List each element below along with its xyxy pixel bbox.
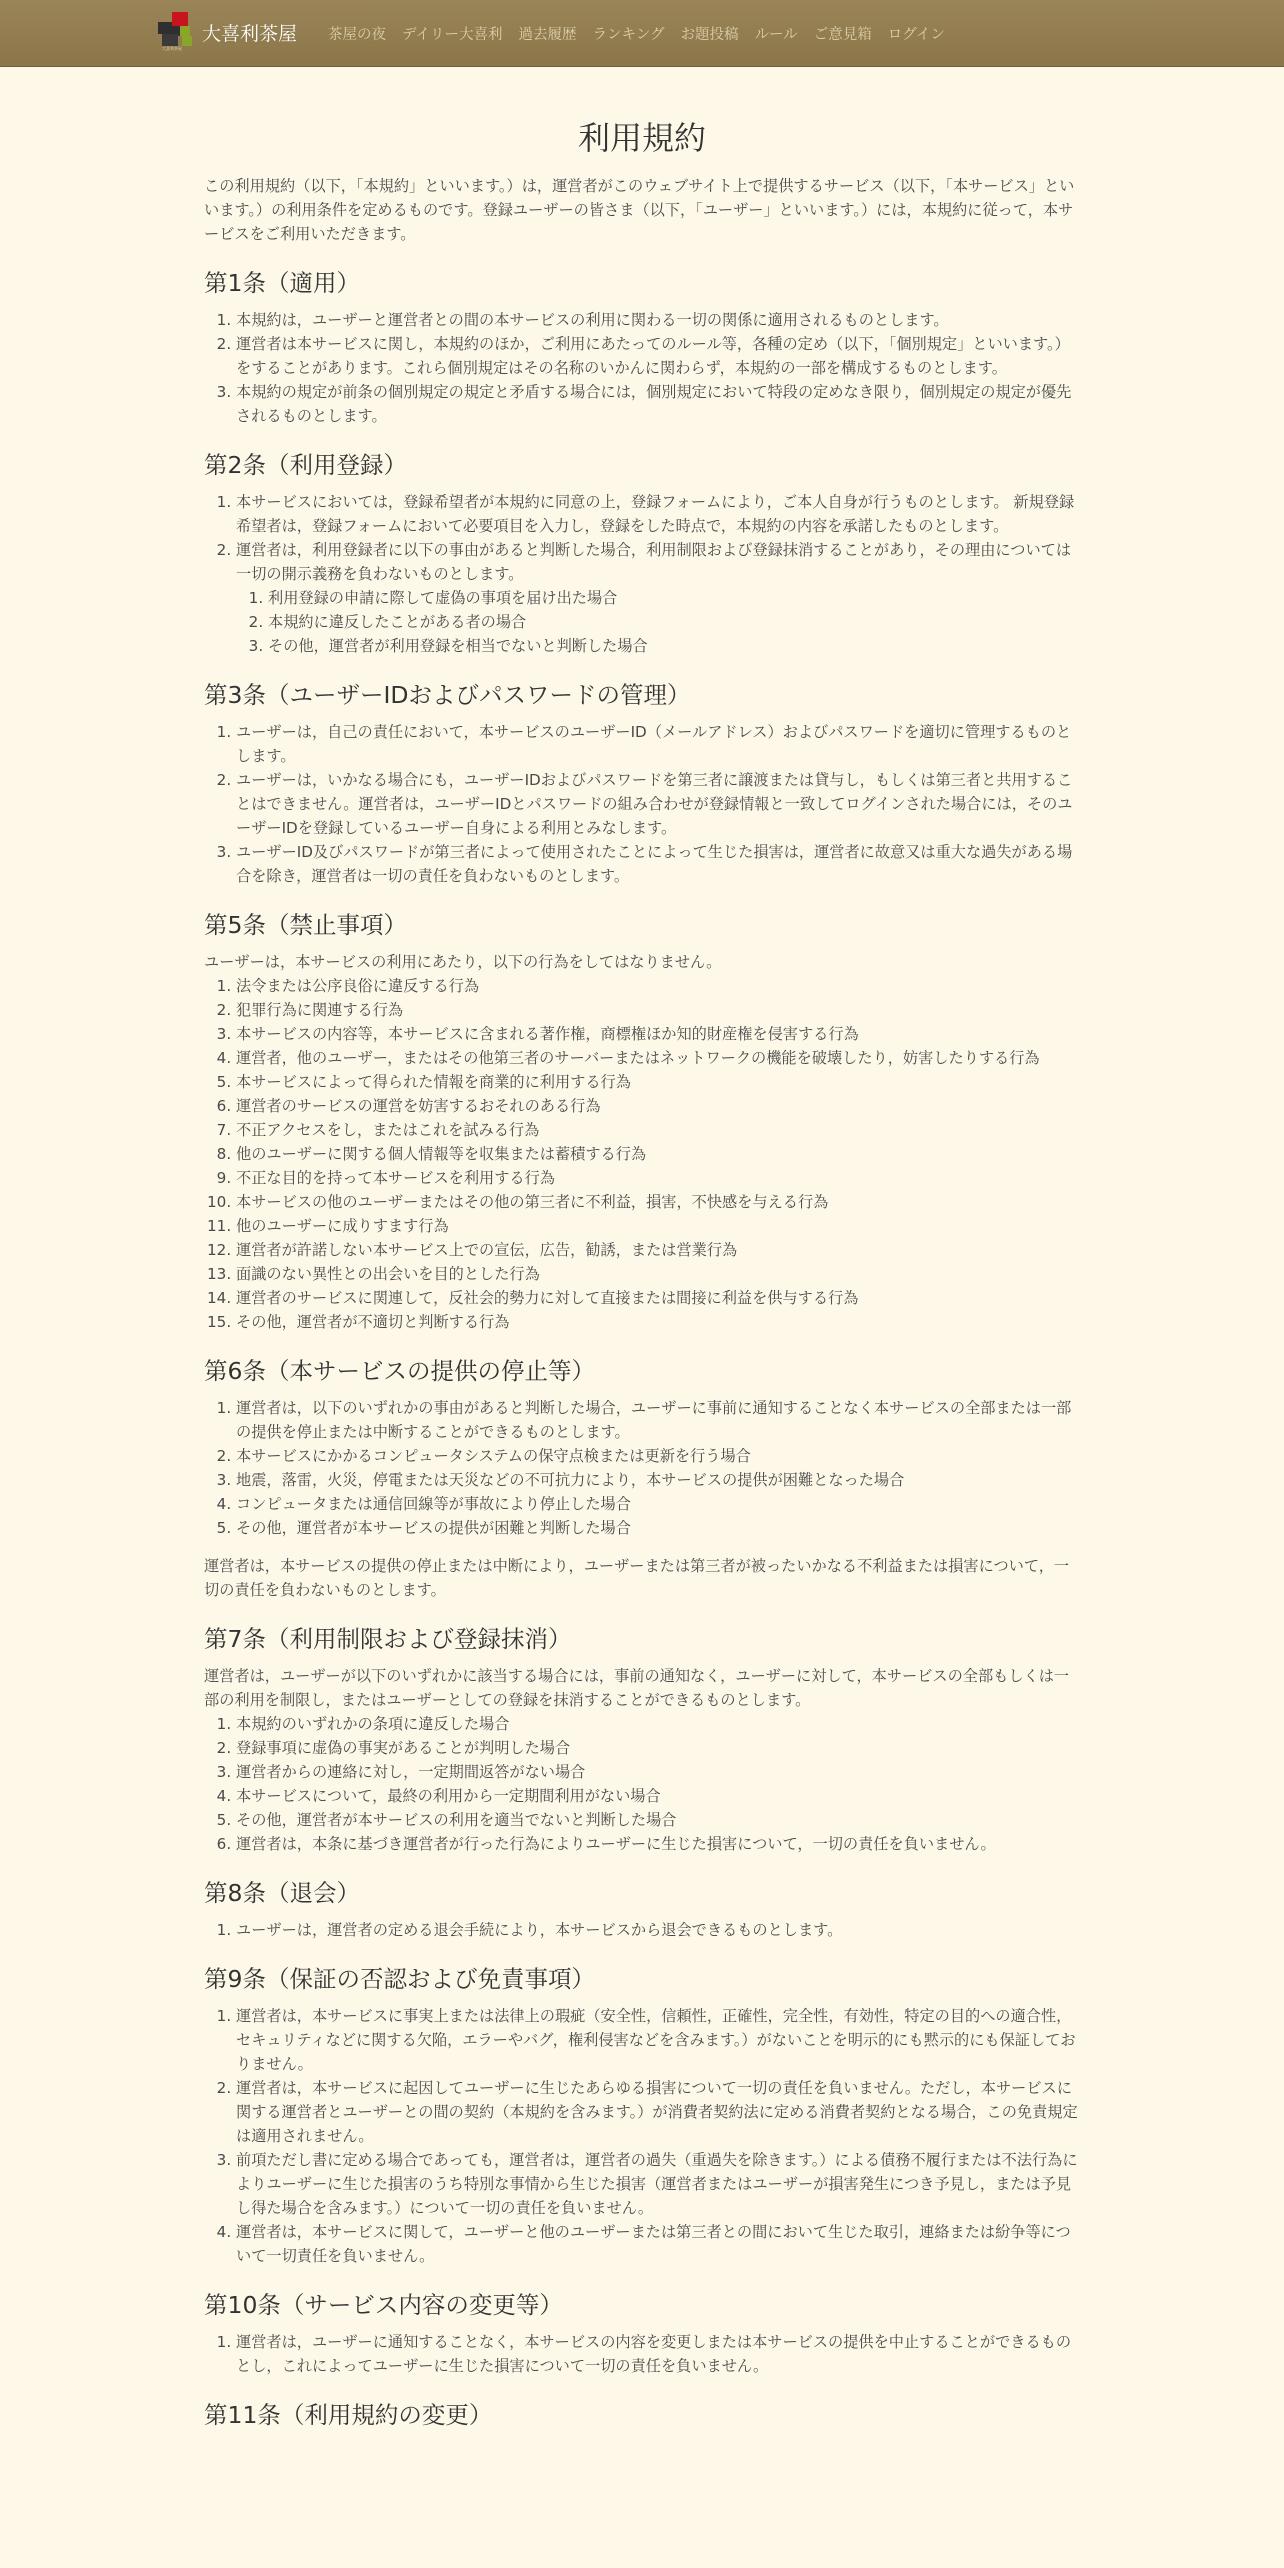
list-item: 2. 運営者は，本サービスに起因してユーザーに生じたあらゆる損害について一切の責任を負いません。ただし，本サービスに関する運営者とユーザーとの間の契約（本規約を含みます。）が消費者契約法に定める消費者契約となる場合，この免責規定は適用されません。 xyxy=(236,2076,1080,2148)
terms-content xyxy=(204,100,1080,2440)
article-10-list xyxy=(204,2330,1080,2378)
sub-list-item: 2. 本規約に違反したことがある者の場合 xyxy=(268,610,1080,634)
article-7-lead: 運営者は，ユーザーが以下のいずれかに該当する場合には，事前の通知なく，ユーザーに対して，本サービスの全部もしくは一部の利用を制限し，またはユーザーとしての登録を抹消することができるものとします。 xyxy=(204,1667,1070,1709)
list-item: 4. 本サービスについて，最終の利用から一定期間利用がない場合 xyxy=(236,1784,1080,1808)
logo-caption: 大喜利茶屋 xyxy=(162,46,182,51)
list-item: 6. 運営者のサービスの運営を妨害するおそれのある行為 xyxy=(236,1094,1080,1118)
intro-text: この利用規約（以下，「本規約」といいます。）は，運営者がこのウェブサイト上で提供するサービス（以下，「本サービス」といいます。）の利用条件を定めるものです。登録ユーザーの皆さま（以下，「ユーザー」といいます。）には，本規約に従って，本サービスをご利用いただきます。 xyxy=(204,177,1075,243)
list-item: 4. 運営者，他のユーザー，またはその他第三者のサーバーまたはネットワークの機能を破壊したり，妨害したりする行為 xyxy=(236,1046,1080,1070)
list-item: 1. 法令または公序良俗に違反する行為 xyxy=(236,974,1080,998)
list-item: 4. 運営者は，本サービスに関して，ユーザーと他のユーザーまたは第三者との間において生じた取引，連絡または紛争等について一切責任を負いません。 xyxy=(236,2220,1080,2268)
list-item: 2. 犯罪行為に関連する行為 xyxy=(236,998,1080,1022)
list-item: 7. 不正アクセスをし，またはこれを試みる行為 xyxy=(236,1118,1080,1142)
list-item: 9. 不正な目的を持って本サービスを利用する行為 xyxy=(236,1166,1080,1190)
navbar xyxy=(0,0,1284,67)
article-9-heading: 第9条（保証の否認および免責事項） xyxy=(204,1965,595,1993)
list-item: 14. 運営者のサービスに関連して，反社会的勢力に対して直接または間接に利益を供与する行為 xyxy=(236,1286,1080,1310)
article-3-heading: 第3条（ユーザーIDおよびパスワードの管理） xyxy=(204,681,691,709)
list-item: 2. 運営者は本サービスに関し，本規約のほか，ご利用にあたってのルール等，各種の定め（以下，「個別規定」といいます。）をすることがあります。これら個別規定はその名称のいかんに関わらず，本規約の一部を構成するものとします。 xyxy=(236,332,1080,380)
nav-link-feedback[interactable]: ご意見箱 xyxy=(813,26,872,43)
list-item: 2. 登録事項に虚偽の事実があることが判明した場合 xyxy=(236,1736,1080,1760)
article-11-heading: 第11条（利用規約の変更） xyxy=(204,2401,493,2429)
list-item: 2. ユーザーは，いかなる場合にも，ユーザーIDおよびパスワードを第三者に譲渡または貸与し，もしくは第三者と共用することはできません。運営者は，ユーザーIDとパスワードの組み合わせが登録情報と一致してログインされた場合には，そのユーザーIDを登録しているユーザー自身による利用とみなします。 xyxy=(236,768,1080,840)
article-2-sublist xyxy=(236,586,1080,658)
nav-link-daily[interactable]: デイリー大喜利 xyxy=(402,26,503,43)
article-9-list xyxy=(204,2004,1080,2268)
article-8-list xyxy=(204,1918,1080,1942)
article-10-heading: 第10条（サービス内容の変更等） xyxy=(204,2291,563,2319)
list-item: 1. 本規約のいずれかの条項に違反した場合 xyxy=(236,1712,1080,1736)
list-item: 1. 本規約は，ユーザーと運営者との間の本サービスの利用に関わる一切の関係に適用されるものとします。 xyxy=(236,308,1080,332)
list-item: 3. 運営者からの連絡に対し，一定期間返答がない場合 xyxy=(236,1760,1080,1784)
article-5-lead: ユーザーは，本サービスの利用にあたり，以下の行為をしてはなりません。 xyxy=(204,953,722,971)
list-item: 1. ユーザーは，運営者の定める退会手続により，本サービスから退会できるものとします。 xyxy=(236,1918,1080,1942)
list-item: 1. 本サービスにおいては，登録希望者が本規約に同意の上，登録フォームにより，ご本人自身が行うものとします。 新規登録希望者は，登録フォームにおいて必要項目を入力し，登録をした時点で，本規約の内容を承諾したものとします。 xyxy=(236,490,1080,538)
article-6-list xyxy=(204,1396,1080,1540)
list-item: 11. 他のユーザーに成りすます行為 xyxy=(236,1214,1080,1238)
list-item: 1. 運営者は，以下のいずれかの事由があると判断した場合，ユーザーに事前に通知することなく本サービスの全部または一部の提供を停止または中断することができるものとします。 xyxy=(236,1396,1080,1444)
article-5-list xyxy=(204,974,1080,1334)
article-3-list xyxy=(204,720,1080,888)
article-8-heading: 第8条（退会） xyxy=(204,1879,360,1907)
list-item: 3. 本サービスの内容等，本サービスに含まれる著作権，商標権ほか知的財産権を侵害する行為 xyxy=(236,1022,1080,1046)
brand-title: 大喜利茶屋 xyxy=(202,22,298,45)
list-item xyxy=(236,538,1080,658)
article-7-list xyxy=(204,1712,1080,1856)
nav-link-submit-topic[interactable]: お題投稿 xyxy=(680,26,739,43)
article-2-heading: 第2条（利用登録） xyxy=(204,451,407,479)
article-6-after: 運営者は，本サービスの提供の停止または中断により，ユーザーまたは第三者が被ったいかなる不利益または損害について，一切の責任を負わないものとします。 xyxy=(204,1557,1070,1599)
list-item: 1. ユーザーは，自己の責任において，本サービスのユーザーID（メールアドレス）およびパスワードを適切に管理するものとします。 xyxy=(236,720,1080,768)
article-5-heading: 第5条（禁止事項） xyxy=(204,911,407,939)
article-1-heading: 第1条（適用） xyxy=(204,269,360,297)
nav-link-rules[interactable]: ルール xyxy=(754,26,798,43)
article-6-heading: 第6条（本サービスの提供の停止等） xyxy=(204,1357,595,1385)
list-item: 4. コンピュータまたは通信回線等が事故により停止した場合 xyxy=(236,1492,1080,1516)
article-7-heading: 第7条（利用制限および登録抹消） xyxy=(204,1625,572,1653)
brand-link[interactable] xyxy=(158,12,297,52)
nav-menu xyxy=(328,0,961,66)
article-1-list xyxy=(204,308,1080,428)
article-2-list xyxy=(204,490,1080,658)
sub-list-item: 3. その他，運営者が利用登録を相当でないと判断した場合 xyxy=(268,634,1080,658)
nav-link-night[interactable]: 茶屋の夜 xyxy=(328,26,386,43)
nav-link-login[interactable]: ログイン xyxy=(887,26,946,43)
sub-list-item: 1. 利用登録の申請に際して虚偽の事項を届け出た場合 xyxy=(268,586,1080,610)
list-item: 3. ユーザーID及びパスワードが第三者によって使用されたことによって生じた損害は，運営者に故意又は重大な過失がある場合を除き，運営者は一切の責任を負わないものとします。 xyxy=(236,840,1080,888)
list-item: 3. 本規約の規定が前条の個別規定の規定と矛盾する場合には，個別規定において特段の定めなき限り，個別規定の規定が優先されるものとします。 xyxy=(236,380,1080,428)
page-title: 利用規約 xyxy=(577,119,706,157)
list-item: 1. 運営者は，ユーザーに通知することなく，本サービスの内容を変更しまたは本サービスの提供を中止することができるものとし，これによってユーザーに生じた損害について一切の責任を負いません。 xyxy=(236,2330,1080,2378)
list-item: 8. 他のユーザーに関する個人情報等を収集または蓄積する行為 xyxy=(236,1142,1080,1166)
list-item: 5. 本サービスによって得られた情報を商業的に利用する行為 xyxy=(236,1070,1080,1094)
nav-link-history[interactable]: 過去履歴 xyxy=(518,26,577,43)
list-item: 10. 本サービスの他のユーザーまたはその他の第三者に不利益，損害，不快感を与える行為 xyxy=(236,1190,1080,1214)
list-item: 5. その他，運営者が本サービスの利用を適当でないと判断した場合 xyxy=(236,1808,1080,1832)
list-item: 3. 地震，落雷，火災，停電または天災などの不可抗力により，本サービスの提供が困難となった場合 xyxy=(236,1468,1080,1492)
list-item: 12. 運営者が許諾しない本サービス上での宣伝，広告，勧誘，または営業行為 xyxy=(236,1238,1080,1262)
logo-icon xyxy=(158,12,194,52)
list-item: 1. 運営者は，本サービスに事実上または法律上の瑕疵（安全性，信頼性，正確性，完全性，有効性，特定の目的への適合性，セキュリティなどに関する欠陥，エラーやバグ，権利侵害などを含みます。）がないことを明示的にも黙示的にも保証しておりません。 xyxy=(236,2004,1080,2076)
list-item: 6. 運営者は，本条に基づき運営者が行った行為によりユーザーに生じた損害について，一切の責任を負いません。 xyxy=(236,1832,1080,1856)
list-item: 5. その他，運営者が本サービスの提供が困難と判断した場合 xyxy=(236,1516,1080,1540)
list-item: 13. 面識のない異性との出会いを目的とした行為 xyxy=(236,1262,1080,1286)
nav-link-ranking[interactable]: ランキング xyxy=(592,26,665,43)
list-item: 15. その他，運営者が不適切と判断する行為 xyxy=(236,1310,1080,1334)
list-item: 3. 前項ただし書に定める場合であっても，運営者は，運営者の過失（重過失を除きます。）による債務不履行または不法行為によりユーザーに生じた損害のうち特別な事情から生じた損害（運営者またはユーザーが損害発生につき予見し，または予見し得た場合を含みます。）について一切の責任を負いません。 xyxy=(236,2148,1080,2220)
list-item: 2. 本サービスにかかるコンピュータシステムの保守点検または更新を行う場合 xyxy=(236,1444,1080,1468)
list-item-text: 運営者は，利用登録者に以下の事由があると判断した場合，利用制限および登録抹消することがあり，その理由については一切の開示義務を負わないものとします。 xyxy=(236,541,1072,583)
